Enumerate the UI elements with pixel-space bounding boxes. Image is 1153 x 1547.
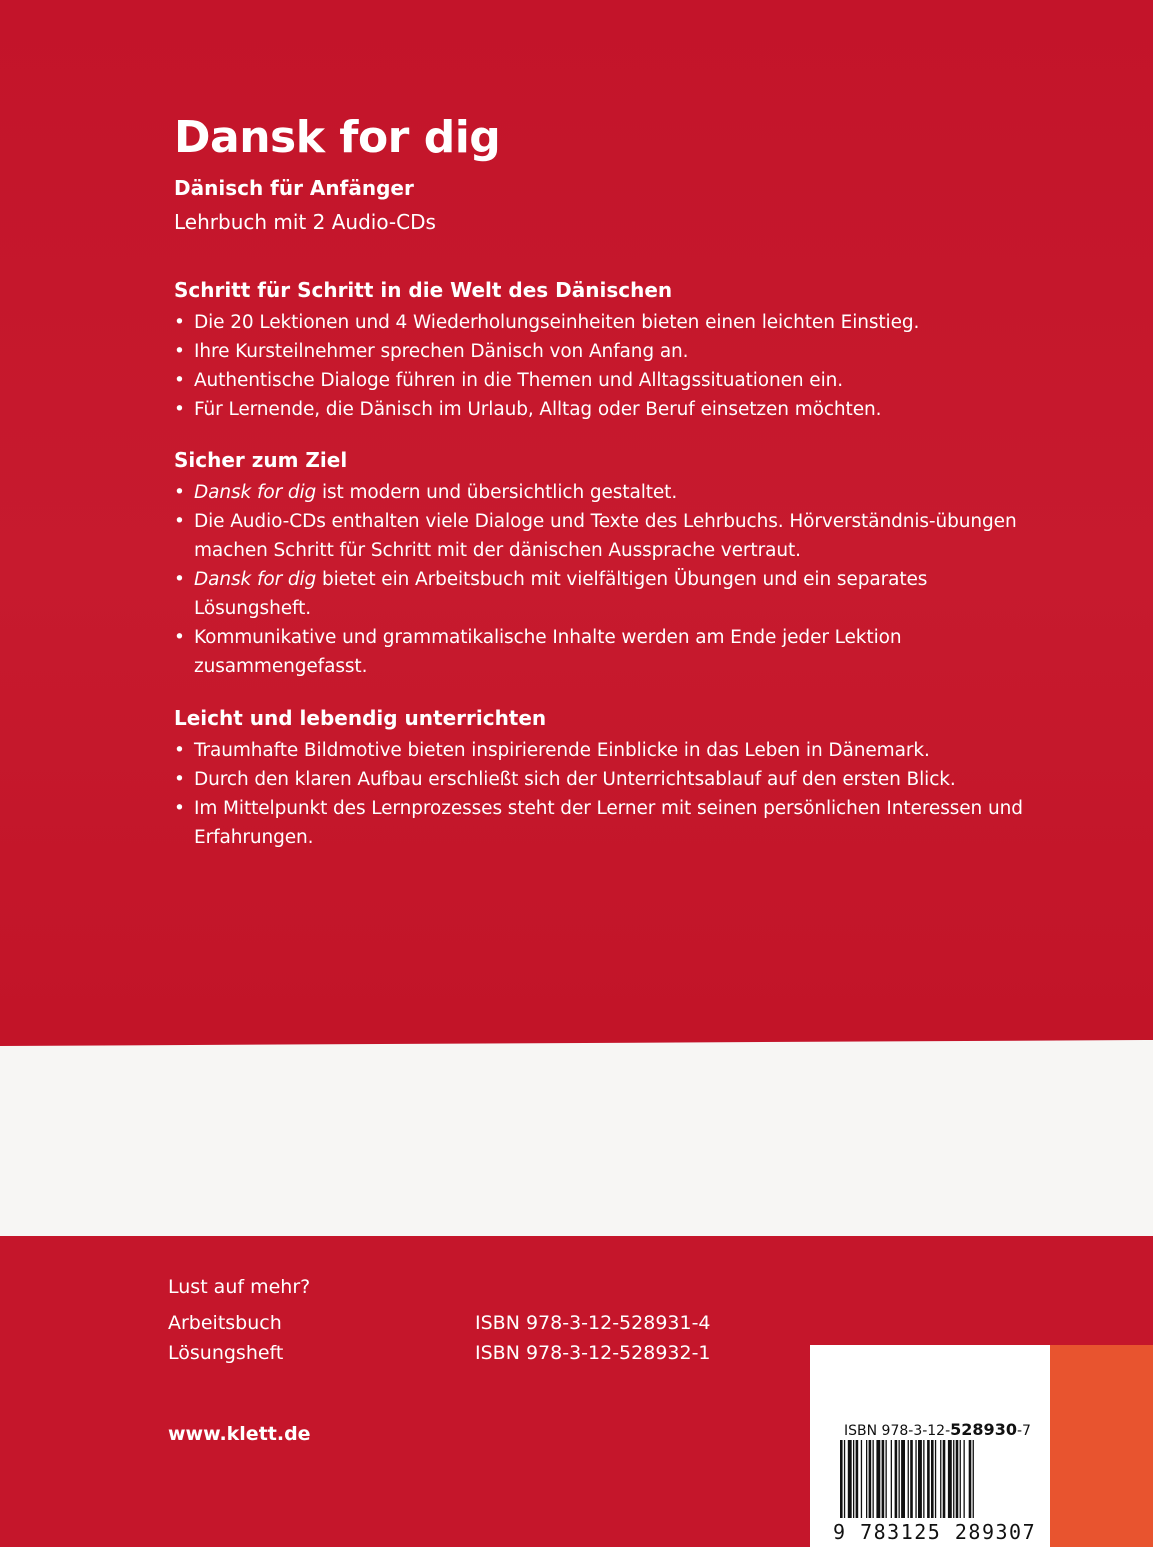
barcode-bar — [918, 1440, 922, 1518]
section-ziel — [174, 446, 1034, 681]
barcode-bar — [873, 1440, 874, 1518]
more-item-isbn: ISBN 978-3-12-528932-1 — [475, 1342, 711, 1364]
barcode-bar — [848, 1440, 852, 1518]
barcode-bar — [876, 1440, 880, 1518]
bullet-item: • Durch den klaren Aufbau erschließt sich der Unterrichtsablauf auf den ersten Blick. — [174, 765, 1034, 794]
section-unterrichten — [174, 704, 1034, 852]
barcode-bar — [861, 1440, 862, 1518]
barcode-bar — [915, 1440, 916, 1518]
bullet-list — [174, 736, 1034, 852]
barcode-bar — [956, 1440, 959, 1518]
barcode-bar — [869, 1440, 872, 1518]
barcode-bar — [908, 1440, 909, 1518]
bullet-item: • Authentische Dialoge führen in die Themen und Alltagssituationen ein. — [174, 366, 1034, 395]
more-item-loesungsheft — [168, 1342, 711, 1364]
barcode-bar — [964, 1440, 965, 1518]
barcode-bar — [895, 1440, 898, 1518]
book-name-italic: Dansk for dig — [194, 569, 317, 590]
barcode-digits: 9 783125 289307 — [833, 1520, 1037, 1544]
section-heading: Leicht und lebendig unterrichten — [174, 706, 547, 730]
bullet-item — [174, 507, 1034, 565]
book-title: Dansk for dig — [174, 112, 501, 163]
barcode-bar — [891, 1440, 892, 1518]
barcode-bar — [882, 1440, 885, 1518]
barcode-bar — [844, 1440, 845, 1518]
more-item-name: Lösungsheft — [168, 1342, 284, 1364]
more-item-isbn: ISBN 978-3-12-528931-4 — [475, 1312, 711, 1334]
isbn-suffix: -7 — [1016, 1423, 1031, 1439]
more-item-arbeitsbuch — [168, 1312, 711, 1334]
bullet-item — [174, 565, 1034, 623]
book-product: Lehrbuch mit 2 Audio-CDs — [174, 210, 436, 234]
more-item-name: Arbeitsbuch — [168, 1312, 282, 1334]
barcode-bar — [886, 1440, 887, 1518]
barcode-bar — [948, 1440, 952, 1518]
barcode-bar — [866, 1440, 867, 1518]
barcode-bar — [856, 1440, 859, 1518]
bullet-item: • Im Mittelpunkt des Lernprozesses steht der Lerner mit seinen persönlichen Interessen und Erfahrungen. — [174, 794, 1034, 852]
section-heading: Schritt für Schritt in die Welt des Dänischen — [174, 278, 673, 302]
bullet-item: • Die 20 Lektionen und 4 Wiederholungseinheiten bieten einen leichten Einstieg. — [174, 308, 1034, 337]
publisher-website[interactable]: www.klett.de — [168, 1423, 311, 1445]
barcode-bar — [943, 1440, 946, 1518]
more-title: Lust auf mehr? — [168, 1276, 311, 1298]
barcode-bar — [901, 1440, 905, 1518]
barcode-bar — [940, 1440, 941, 1518]
barcode-icon — [840, 1440, 1015, 1520]
book-name-italic: Dansk for dig — [194, 482, 317, 503]
bullet-text: ist modern und übersichtlich gestaltet. — [316, 482, 678, 503]
bullet-item: • Für Lernende, die Dänisch im Urlaub, Alltag oder Beruf einsetzen möchten. — [174, 395, 1034, 424]
barcode-bar — [840, 1440, 843, 1518]
isbn-prefix: ISBN 978-3-12- — [844, 1423, 951, 1439]
bullet-text: Kommunikative und grammatikalische Inhalte werden am Ende jeder Lektion zusammengefasst. — [194, 627, 902, 677]
bullet-text: Die Audio-CDs enthalten viele Dialoge und Texte des Lehrbuchs. Hörverständnis-übungen machen Schritt für Schritt mit der dänischen Aussprache vertraut. — [194, 511, 1017, 561]
orange-accent-block — [1050, 1345, 1153, 1547]
barcode-bar — [953, 1440, 954, 1518]
bullet-list — [174, 478, 1034, 681]
section-heading: Sicher zum Ziel — [174, 448, 348, 472]
bullet-item — [174, 478, 1034, 507]
barcode-isbn — [844, 1420, 1031, 1439]
barcode-bar — [973, 1440, 974, 1518]
barcode-bar — [910, 1440, 913, 1518]
bullet-item — [174, 623, 1034, 681]
barcode-bar — [931, 1440, 934, 1518]
section-schritt — [174, 276, 1034, 424]
barcode-bar — [960, 1440, 961, 1518]
white-band — [0, 1040, 1153, 1236]
barcode-bar — [969, 1440, 972, 1518]
book-subtitle: Dänisch für Anfänger — [174, 176, 414, 200]
bullet-item: • Ihre Kursteilnehmer sprechen Dänisch von Anfang an. — [174, 337, 1034, 366]
barcode-bar — [935, 1440, 936, 1518]
barcode-bar — [927, 1440, 930, 1518]
barcode-bar — [853, 1440, 854, 1518]
bullet-list — [174, 308, 1034, 424]
bullet-text: bietet ein Arbeitsbuch mit vielfältigen Übungen und ein separates Lösungsheft. — [194, 569, 928, 619]
barcode-bar — [923, 1440, 924, 1518]
isbn-bold: 528930 — [950, 1420, 1017, 1439]
bullet-item: • Traumhafte Bildmotive bieten inspirierende Einblicke in das Leben in Dänemark. — [174, 736, 1034, 765]
barcode-bar — [899, 1440, 900, 1518]
